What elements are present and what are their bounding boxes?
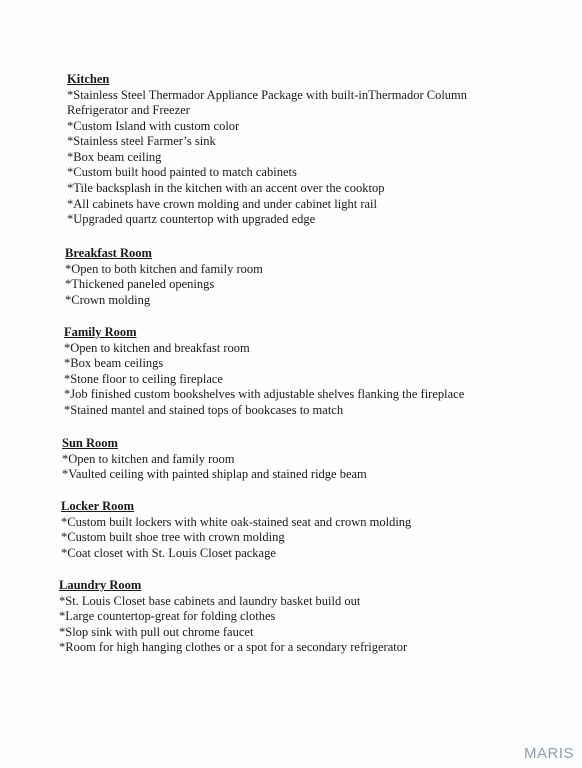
list-item: *St. Louis Closet base cabinets and laundry basket build out: [59, 593, 361, 608]
section-locker-room: [61, 499, 581, 561]
list-item: *Crown molding: [65, 292, 151, 307]
list-item: *Upgraded quartz countertop with upgraded edge: [67, 212, 316, 227]
list-item: *Room for high hanging clothes or a spot for a secondary refrigerator: [59, 640, 408, 655]
list-item: *Custom built lockers with white oak-stained seat and crown molding: [61, 514, 412, 529]
section-heading: Locker Room: [61, 499, 135, 513]
list-item: *Custom built hood painted to match cabinets: [67, 165, 297, 180]
section-family-room: [64, 325, 582, 418]
section-heading: Family Room: [64, 325, 137, 339]
list-item: *Box beam ceiling: [67, 149, 162, 164]
list-item: *Stainless steel Farmer’s sink: [67, 134, 216, 149]
list-item: *Tile backsplash in the kitchen with an accent over the cooktop: [67, 181, 385, 196]
section-heading: Kitchen: [67, 72, 110, 86]
list-item: *Stainless Steel Thermador Appliance Package with built-inThermador Column Refrigerator and Freezer: [67, 87, 468, 118]
section-sun-room: [62, 436, 582, 483]
section-breakfast-room: [65, 246, 582, 308]
list-item: *Thickened paneled openings: [65, 277, 215, 292]
section-kitchen: [67, 72, 582, 228]
list-item: *Job finished custom bookshelves with adjustable shelves flanking the fireplace: [64, 387, 465, 402]
list-item: *All cabinets have crown molding and under cabinet light rail: [67, 196, 377, 211]
list-item: *Custom built shoe tree with crown molding: [61, 530, 285, 545]
list-item: *Stone floor to ceiling fireplace: [64, 371, 223, 386]
list-item: *Stained mantel and stained tops of bookcases to match: [64, 402, 344, 417]
section-heading: Sun Room: [62, 436, 118, 450]
list-item: *Open to both kitchen and family room: [65, 261, 263, 276]
list-item: *Custom Island with custom color: [67, 118, 240, 133]
section-heading: Laundry Room: [59, 578, 142, 592]
list-item: *Vaulted ceiling with painted shiplap and stained ridge beam: [62, 467, 367, 482]
list-item: *Open to kitchen and family room: [62, 451, 235, 466]
section-laundry-room: [59, 578, 579, 656]
section-heading: Breakfast Room: [65, 246, 152, 260]
maris-watermark: MARIS: [523, 745, 574, 762]
list-item: *Large countertop-great for folding clothes: [59, 609, 276, 624]
list-item: *Open to kitchen and breakfast room: [64, 340, 250, 355]
list-item: *Slop sink with pull out chrome faucet: [59, 624, 254, 639]
list-item: *Box beam ceilings: [64, 356, 164, 371]
list-item: *Coat closet with St. Louis Closet package: [61, 545, 276, 560]
